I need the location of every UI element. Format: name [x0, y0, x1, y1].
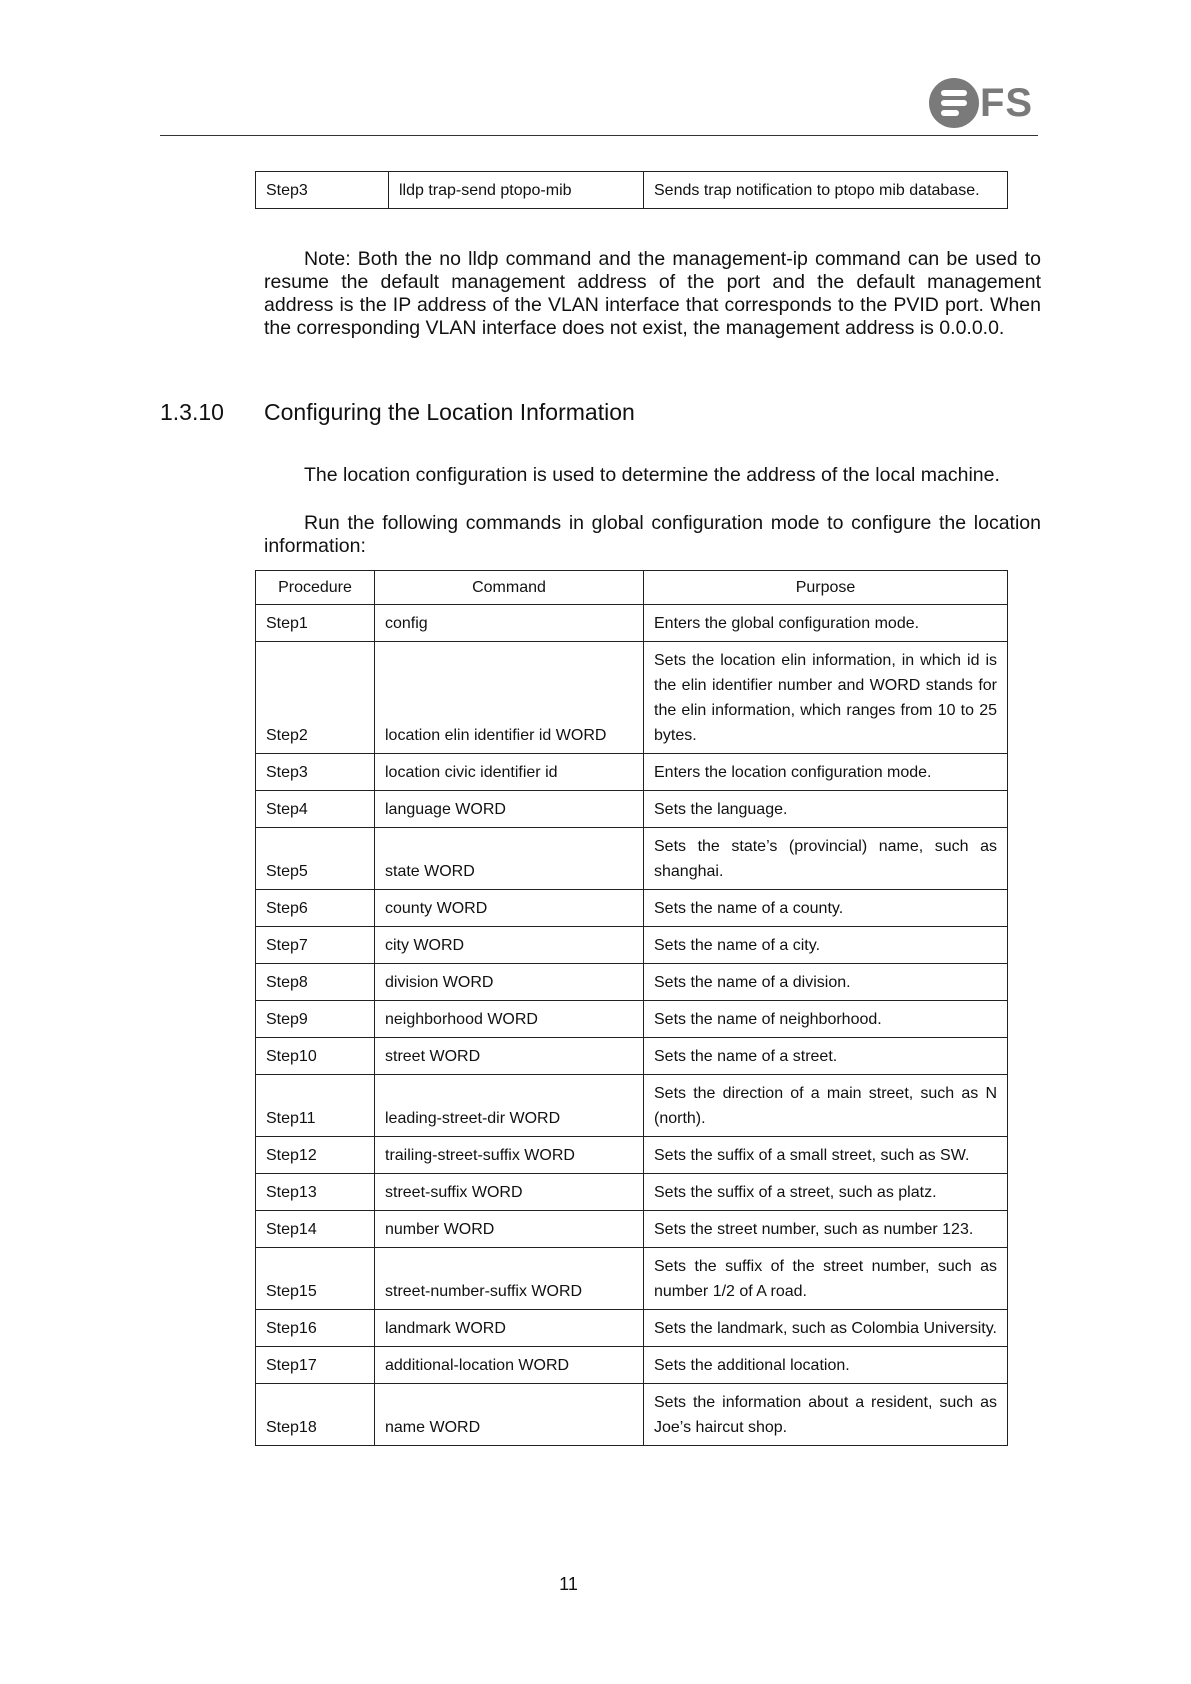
purpose-cell: Sets the location elin information, in which id is the elin identifier number and WORD stands for the elin information, which ranges from 10 to 25 bytes. [644, 642, 1008, 754]
command-cell: neighborhood WORD [375, 1001, 644, 1038]
table-row [256, 754, 1008, 791]
purpose-cell: Sets the additional location. [644, 1347, 1008, 1384]
step-cell: Step1 [256, 605, 375, 642]
header-command: Command [375, 571, 644, 605]
step-cell: Step8 [256, 964, 375, 1001]
table-row [256, 1038, 1008, 1075]
purpose-cell: Sets the landmark, such as Colombia University. [644, 1310, 1008, 1347]
location-command-table [255, 570, 1008, 1446]
command-cell: trailing-street-suffix WORD [375, 1137, 644, 1174]
command-cell: additional-location WORD [375, 1347, 644, 1384]
command-cell: config [375, 605, 644, 642]
command-cell: street-number-suffix WORD [375, 1248, 644, 1310]
step-cell: Step10 [256, 1038, 375, 1075]
command-cell: number WORD [375, 1211, 644, 1248]
step-cell: Step13 [256, 1174, 375, 1211]
table-row [256, 1137, 1008, 1174]
command-cell: landmark WORD [375, 1310, 644, 1347]
command-cell: language WORD [375, 791, 644, 828]
purpose-cell: Sets the information about a resident, such as Joe’s haircut shop. [644, 1384, 1008, 1446]
command-cell: location elin identifier id WORD [375, 642, 644, 754]
table-row [256, 890, 1008, 927]
purpose-cell: Sets the state’s (provincial) name, such as shanghai. [644, 828, 1008, 890]
purpose-cell: Sets the name of a county. [644, 890, 1008, 927]
logo-text: FS [980, 81, 1034, 125]
purpose-cell: Sets the language. [644, 791, 1008, 828]
step-cell: Step12 [256, 1137, 375, 1174]
table-row [256, 605, 1008, 642]
purpose-cell: Sets the direction of a main street, such as N (north). [644, 1075, 1008, 1137]
purpose-cell: Sets the name of neighborhood. [644, 1001, 1008, 1038]
step-cell: Step14 [256, 1211, 375, 1248]
table-row [256, 1347, 1008, 1384]
page-number: 11 [559, 1574, 578, 1594]
step-cell: Step7 [256, 927, 375, 964]
table-row [256, 828, 1008, 890]
command-cell: name WORD [375, 1384, 644, 1446]
table-row [256, 927, 1008, 964]
table-row [256, 1310, 1008, 1347]
step-cell: Step17 [256, 1347, 375, 1384]
step-cell: Step4 [256, 791, 375, 828]
step-cell: Step11 [256, 1075, 375, 1137]
purpose-cell: Sends trap notification to ptopo mib database. [644, 172, 1008, 209]
table-row [256, 791, 1008, 828]
command-cell: street-suffix WORD [375, 1174, 644, 1211]
top-command-table [255, 171, 1008, 209]
table-row [256, 1384, 1008, 1446]
step-cell: Step6 [256, 890, 375, 927]
command-cell: city WORD [375, 927, 644, 964]
purpose-cell: Enters the global configuration mode. [644, 605, 1008, 642]
section-title: Configuring the Location Information [264, 399, 635, 425]
table-row [256, 1248, 1008, 1310]
table-row [256, 1001, 1008, 1038]
table-row [256, 1075, 1008, 1137]
purpose-cell: Sets the street number, such as number 123. [644, 1211, 1008, 1248]
header-purpose: Purpose [644, 571, 1008, 605]
purpose-cell: Sets the suffix of the street number, such as number 1/2 of A road. [644, 1248, 1008, 1310]
step-cell: Step9 [256, 1001, 375, 1038]
step-cell: Step15 [256, 1248, 375, 1310]
header-divider [160, 135, 1038, 136]
step-cell: Step5 [256, 828, 375, 890]
command-cell: street WORD [375, 1038, 644, 1075]
purpose-cell: Enters the location configuration mode. [644, 754, 1008, 791]
purpose-cell: Sets the suffix of a small street, such as SW. [644, 1137, 1008, 1174]
purpose-cell: Sets the name of a division. [644, 964, 1008, 1001]
section-number: 1.3.10 [160, 399, 224, 425]
note-paragraph: Note: Both the no lldp command and the management-ip command can be used to resume the default management address of the port and the default management address is the IP address of the VLAN interface that corresponds to the PVID port. When the corresponding VLAN interface does not exist, the management address is 0.0.0.0. [264, 248, 1041, 339]
command-cell: county WORD [375, 890, 644, 927]
step-cell: Step3 [256, 754, 375, 791]
table-row [256, 964, 1008, 1001]
purpose-cell: Sets the suffix of a street, such as platz. [644, 1174, 1008, 1211]
command-cell: location civic identifier id [375, 754, 644, 791]
step-cell: Step2 [256, 642, 375, 754]
header-procedure: Procedure [256, 571, 375, 605]
table-row [256, 642, 1008, 754]
purpose-cell: Sets the name of a street. [644, 1038, 1008, 1075]
intro-paragraph: The location configuration is used to determine the address of the local machine. [304, 464, 1000, 486]
instruction-paragraph: Run the following commands in global configuration mode to configure the location information: [264, 512, 1041, 557]
table-row [256, 1174, 1008, 1211]
table-header-row [256, 571, 1008, 605]
step-cell: Step3 [256, 172, 389, 209]
command-cell: division WORD [375, 964, 644, 1001]
step-cell: Step16 [256, 1310, 375, 1347]
command-cell: leading-street-dir WORD [375, 1075, 644, 1137]
table-row [256, 172, 1008, 209]
purpose-cell: Sets the name of a city. [644, 927, 1008, 964]
step-cell: Step18 [256, 1384, 375, 1446]
table-row [256, 1211, 1008, 1248]
command-cell: state WORD [375, 828, 644, 890]
command-cell: lldp trap-send ptopo-mib [389, 172, 644, 209]
